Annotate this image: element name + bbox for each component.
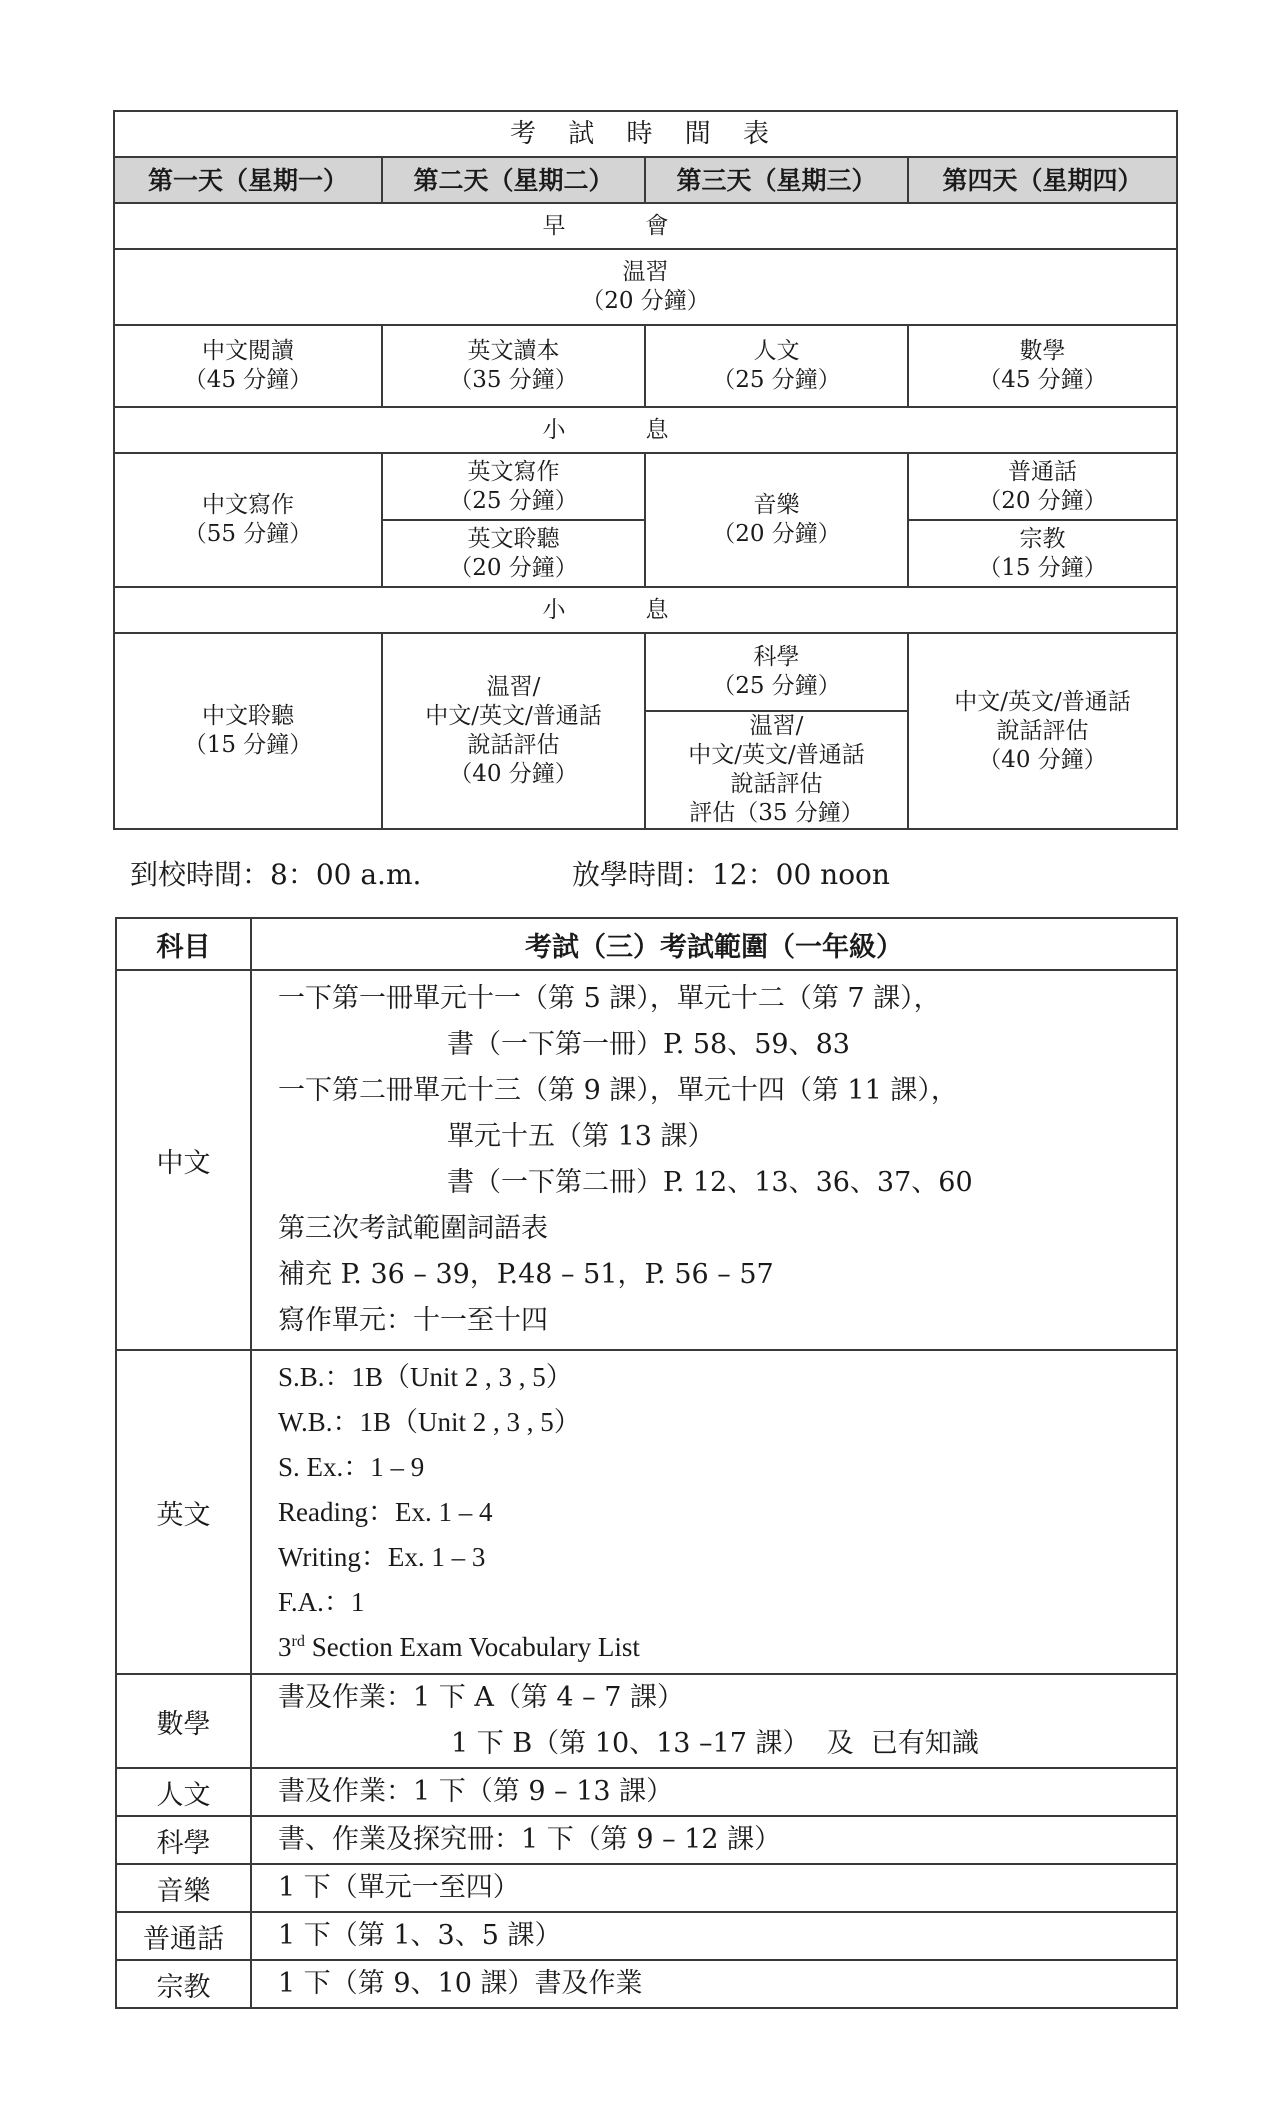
subject-chinese: 中文 xyxy=(116,970,251,1350)
exam-name: 普通話 xyxy=(1008,458,1077,485)
exam-duration: （20 分鐘） xyxy=(449,554,578,581)
scope-line: 第三次考試範圍詞語表 xyxy=(278,1213,548,1244)
school-times xyxy=(130,853,890,893)
exam-name: 英文讀本 xyxy=(467,338,560,364)
recess-1: 小息 xyxy=(114,407,1177,453)
exam-line: 中文/英文/普通話 xyxy=(425,703,602,729)
exam-line: 中文/英文/普通話 xyxy=(954,688,1131,715)
religion-scope xyxy=(251,1960,1177,2008)
exam-line: 說話評估 xyxy=(467,732,560,758)
subject-science: 科學 xyxy=(116,1816,251,1864)
exam-name: 數學 xyxy=(1019,338,1066,364)
scope-line: 一下第一冊單元十一（第 5 課），單元十二（第 7 課）， xyxy=(278,983,941,1014)
subject-english: 英文 xyxy=(116,1350,251,1674)
subject-music: 音樂 xyxy=(116,1864,251,1912)
scope-line: 書（一下第二冊）P. 12、13、36、37、60 xyxy=(447,1167,973,1198)
chinese-scope xyxy=(251,970,1177,1350)
exam-name: 中文閱讀 xyxy=(202,338,294,364)
putonghua-scope xyxy=(251,1912,1177,1960)
exam-name: 英文聆聽 xyxy=(467,525,560,552)
morning-assembly: 早會 xyxy=(114,203,1177,249)
exam-name: 宗教 xyxy=(1019,525,1066,552)
exam-duration: （20 分鐘） xyxy=(712,521,841,547)
scope-line: 補充 P. 36 – 39，P.48 – 51，P. 56 – 57 xyxy=(278,1259,774,1290)
revision-duration: （20 分鐘） xyxy=(581,288,710,314)
exam-duration: （20 分鐘） xyxy=(978,487,1107,514)
vocab-list-label: Section Exam Vocabulary List xyxy=(304,1631,640,1662)
exam-slot xyxy=(382,453,645,520)
day-4-header: 第四天（星期四） xyxy=(908,157,1177,203)
exam-duration: （40 分鐘） xyxy=(449,761,578,787)
exam-slot xyxy=(908,325,1177,407)
scope-line: 1 下（第 1、3、5 課） xyxy=(278,1920,562,1951)
scope-line: 書、作業及探究冊：1 下（第 9 – 12 課） xyxy=(278,1824,782,1855)
english-scope xyxy=(251,1350,1177,1674)
exam-slot xyxy=(645,325,908,407)
exam-slot xyxy=(908,453,1177,520)
exam-slot xyxy=(114,325,382,407)
scope-line: 1 下 B（第 10、13 –17 課） 及 已有知識 xyxy=(451,1728,979,1759)
exam-slot xyxy=(382,520,645,587)
exam-duration: （25 分鐘） xyxy=(449,487,578,514)
scope-line: S.B.：1B（Unit 2 , 3 , 5） xyxy=(278,1361,573,1392)
scope-line xyxy=(278,1625,1176,1670)
subject-math: 數學 xyxy=(116,1674,251,1768)
exam-slot xyxy=(382,325,645,407)
scope-header: 考試（三）考試範圍（一年級） xyxy=(251,918,1177,970)
music-scope xyxy=(251,1864,1177,1912)
exam-duration: （35 分鐘） xyxy=(449,367,578,393)
exam-duration: （15 分鐘） xyxy=(978,554,1107,581)
scope-line: 1 下（單元一至四） xyxy=(278,1872,520,1903)
scope-line: 書及作業：1 下（第 9 – 13 課） xyxy=(278,1776,674,1807)
scope-line: 1 下（第 9、10 課）書及作業 xyxy=(278,1968,643,1999)
exam-duration: （45 分鐘） xyxy=(978,367,1107,393)
day-1-header: 第一天（星期一） xyxy=(114,157,382,203)
exam-line: 評估（35 分鐘） xyxy=(689,800,864,826)
exam-slot xyxy=(114,633,382,829)
scope-line: W.B.：1B（Unit 2 , 3 , 5） xyxy=(278,1406,581,1437)
exam-line: 中文/英文/普通話 xyxy=(688,742,865,768)
exam-line: 温習/ xyxy=(749,713,804,739)
exam-name: 音樂 xyxy=(753,492,800,518)
subject-putonghua: 普通話 xyxy=(116,1912,251,1960)
recess-2: 小息 xyxy=(114,587,1177,633)
exam-slot xyxy=(645,711,908,829)
scope-line: 一下第二冊單元十三（第 9 課），單元十四（第 11 課）， xyxy=(278,1075,958,1106)
exam-scope-table xyxy=(115,917,1178,2009)
exam-timetable xyxy=(113,110,1178,830)
exam-duration: （25 分鐘） xyxy=(712,673,841,699)
exam-slot xyxy=(908,520,1177,587)
subject-header: 科目 xyxy=(116,918,251,970)
exam-name: 中文寫作 xyxy=(202,492,294,518)
day-3-header: 第三天（星期三） xyxy=(645,157,908,203)
day-2-header: 第二天（星期二） xyxy=(382,157,645,203)
exam-name: 人文 xyxy=(753,338,800,364)
exam-line: 說話評估 xyxy=(996,717,1089,744)
exam-duration: （55 分鐘） xyxy=(183,521,313,547)
ordinal-number: 3 xyxy=(278,1631,292,1662)
science-scope xyxy=(251,1816,1177,1864)
scope-line: 書及作業：1 下 A（第 4 – 7 課） xyxy=(278,1682,685,1713)
exam-slot xyxy=(908,633,1177,829)
scope-line: S. Ex.：1 – 9 xyxy=(278,1451,425,1482)
math-scope xyxy=(251,1674,1177,1768)
exam-line: 說話評估 xyxy=(730,771,823,797)
exam-slot xyxy=(645,453,908,587)
revision-name: 温習 xyxy=(622,259,669,285)
timetable-title: 考 試 時 間 表 xyxy=(114,111,1177,157)
scope-line: F.A.：1 xyxy=(278,1586,365,1617)
exam-duration: （40 分鐘） xyxy=(978,746,1107,773)
exam-slot xyxy=(114,453,382,587)
exam-name: 科學 xyxy=(753,644,800,670)
humanities-scope xyxy=(251,1768,1177,1816)
dismissal-time: 放學時間：12：00 noon xyxy=(572,858,890,891)
scope-line: 書（一下第一冊）P. 58、59、83 xyxy=(447,1029,850,1060)
exam-slot xyxy=(645,633,908,711)
scope-line: Writing：Ex. 1 – 3 xyxy=(278,1541,486,1572)
subject-humanities: 人文 xyxy=(116,1768,251,1816)
exam-line: 温習/ xyxy=(486,674,541,700)
exam-duration: （45 分鐘） xyxy=(183,367,313,393)
scope-line: 單元十五（第 13 課） xyxy=(447,1121,715,1152)
subject-religion: 宗教 xyxy=(116,1960,251,2008)
ordinal-suffix: rd xyxy=(291,1631,305,1650)
scope-line: 寫作單元：十一至十四 xyxy=(278,1305,548,1336)
exam-name: 中文聆聽 xyxy=(202,703,294,729)
revision-slot xyxy=(114,249,1177,325)
exam-name: 英文寫作 xyxy=(467,458,560,485)
exam-duration: （25 分鐘） xyxy=(712,367,841,393)
scope-line: Reading：Ex. 1 – 4 xyxy=(278,1496,493,1527)
exam-slot xyxy=(382,633,645,829)
arrival-time: 到校時間：8：00 a.m. xyxy=(130,858,422,891)
exam-duration: （15 分鐘） xyxy=(183,732,313,758)
